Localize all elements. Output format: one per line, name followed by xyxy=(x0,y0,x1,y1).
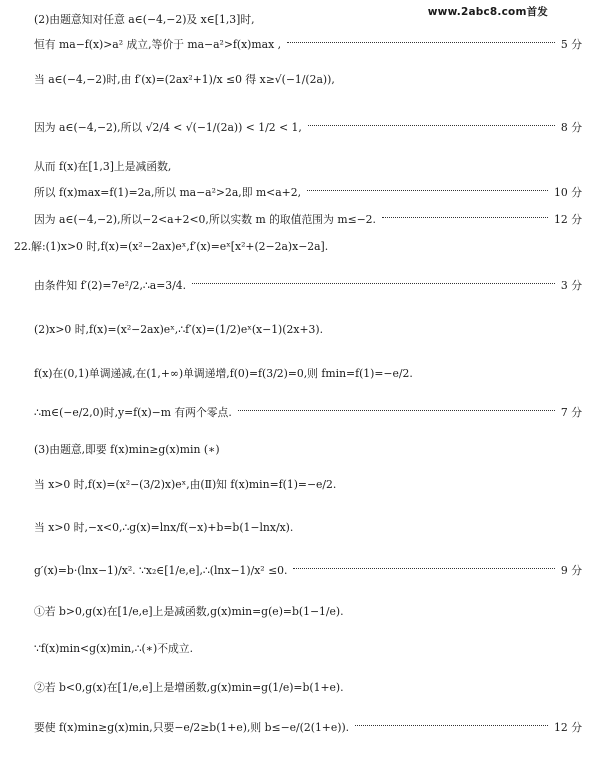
line-text: (2)由题意知对任意 a∈(−4,−2)及 x∈[1,3]时, xyxy=(34,13,255,26)
line-fmax xyxy=(34,186,582,200)
line-text: ∴m∈(−e/2,0)时,y=f(x)−m 有两个零点. xyxy=(34,406,232,419)
score-label: 12 分 xyxy=(554,213,582,226)
line-text: 因为 a∈(−4,−2),所以 √2/4 < √(−1/(2a)) < 1/2 < 1, xyxy=(34,121,302,134)
line-monotonic xyxy=(34,366,582,382)
line-part2-derivative xyxy=(34,322,582,338)
line-problem-22 xyxy=(14,240,562,254)
line-text: ∵f(x)min<g(x)min,∴(∗)不成立. xyxy=(34,642,194,655)
line-conclusion xyxy=(34,720,582,736)
line-case-b-negative xyxy=(34,680,582,696)
line-case-b-positive xyxy=(34,604,582,620)
leader-dots xyxy=(355,725,548,726)
line-text: 从而 f(x)在[1,3]上是减函数, xyxy=(34,160,172,173)
line-text: 要使 f(x)min≥g(x)min,只要−e/2≥b(1+e),则 b≤−e/(2(1+e)). xyxy=(34,721,350,734)
line-text: 当 a∈(−4,−2)时,由 f′(x)=(2ax²+1)/x ≤0 得 x≥√(−1/(2a)), xyxy=(34,73,335,86)
line-text: g′(x)=b·(lnx−1)/x². ∵x₂∈[1/e,e],∴(lnx−1)/x² ≤0. xyxy=(34,564,288,577)
line-two-zeros xyxy=(34,405,582,421)
line-text: 因为 a∈(−4,−2),所以−2<a+2<0,所以实数 m 的取值范围为 m≤−2. xyxy=(34,213,376,226)
leader-dots xyxy=(293,568,554,569)
line-fmin xyxy=(34,477,582,493)
line-text: 当 x>0 时,f(x)=(x²−(3/2)x)eˣ,由(Ⅱ)知 f(x)min=f(1)=−e/2. xyxy=(34,478,337,491)
score-label: 8 分 xyxy=(560,121,582,134)
leader-dots xyxy=(238,410,555,411)
score-label: 10 分 xyxy=(554,186,582,199)
line-part3-intro xyxy=(34,443,582,457)
score-label: 3 分 xyxy=(560,279,582,292)
line-text: ①若 b>0,g(x)在[1/e,e]上是减函数,g(x)min=g(e)=b(1−1/e). xyxy=(34,605,344,618)
leader-dots xyxy=(382,217,548,218)
line-text: 当 x>0 时,−x<0,∴g(x)=lnx/f(−x)+b=b(1−lnx/x). xyxy=(34,521,294,534)
line-condition-a xyxy=(34,278,582,294)
line-g-derivative xyxy=(34,563,582,579)
leader-dots xyxy=(287,42,555,43)
line-equivalence xyxy=(34,38,582,52)
line-decreasing xyxy=(34,160,582,174)
score-label: 7 分 xyxy=(560,406,582,419)
line-text: ②若 b<0,g(x)在[1/e,e]上是增函数,g(x)min=g(1/e)=b(1+e). xyxy=(34,681,344,694)
leader-dots xyxy=(192,283,555,284)
line-text: 恒有 ma−f(x)>a² 成立,等价于 ma−a²>f(x)max , xyxy=(34,38,282,51)
line-intro-part2 xyxy=(34,13,582,27)
score-label: 12 分 xyxy=(554,721,582,734)
line-text: 所以 f(x)max=f(1)=2a,所以 ma−a²>2a,即 m<a+2, xyxy=(34,186,302,199)
line-text: (2)x>0 时,f(x)=(x²−2ax)eˣ,∴f′(x)=(1/2)eˣ(x−1)(2x+3). xyxy=(34,323,324,336)
line-derivative-condition xyxy=(34,72,582,88)
line-range-a xyxy=(34,120,582,136)
watermark: www.2abc8.com首发 xyxy=(427,6,548,18)
line-text: 由条件知 f′(2)=7e²/2,∴a=3/4. xyxy=(34,279,187,292)
leader-dots xyxy=(307,190,548,191)
line-not-hold xyxy=(34,642,582,656)
line-m-range xyxy=(34,213,582,227)
score-label: 9 分 xyxy=(560,564,582,577)
line-text: 22.解:(1)x>0 时,f(x)=(x²−2ax)eˣ,f′(x)=eˣ[x²+(2−2a)x−2a]. xyxy=(14,240,329,253)
line-text: (3)由题意,即要 f(x)min≥g(x)min (∗) xyxy=(34,443,220,456)
line-gx xyxy=(34,520,582,536)
leader-dots xyxy=(308,125,555,126)
line-text: f(x)在(0,1)单调递减,在(1,+∞)单调递增,f(0)=f(3/2)=0,则 fmin=f(1)=−e/2. xyxy=(34,367,413,380)
score-label: 5 分 xyxy=(560,38,582,51)
